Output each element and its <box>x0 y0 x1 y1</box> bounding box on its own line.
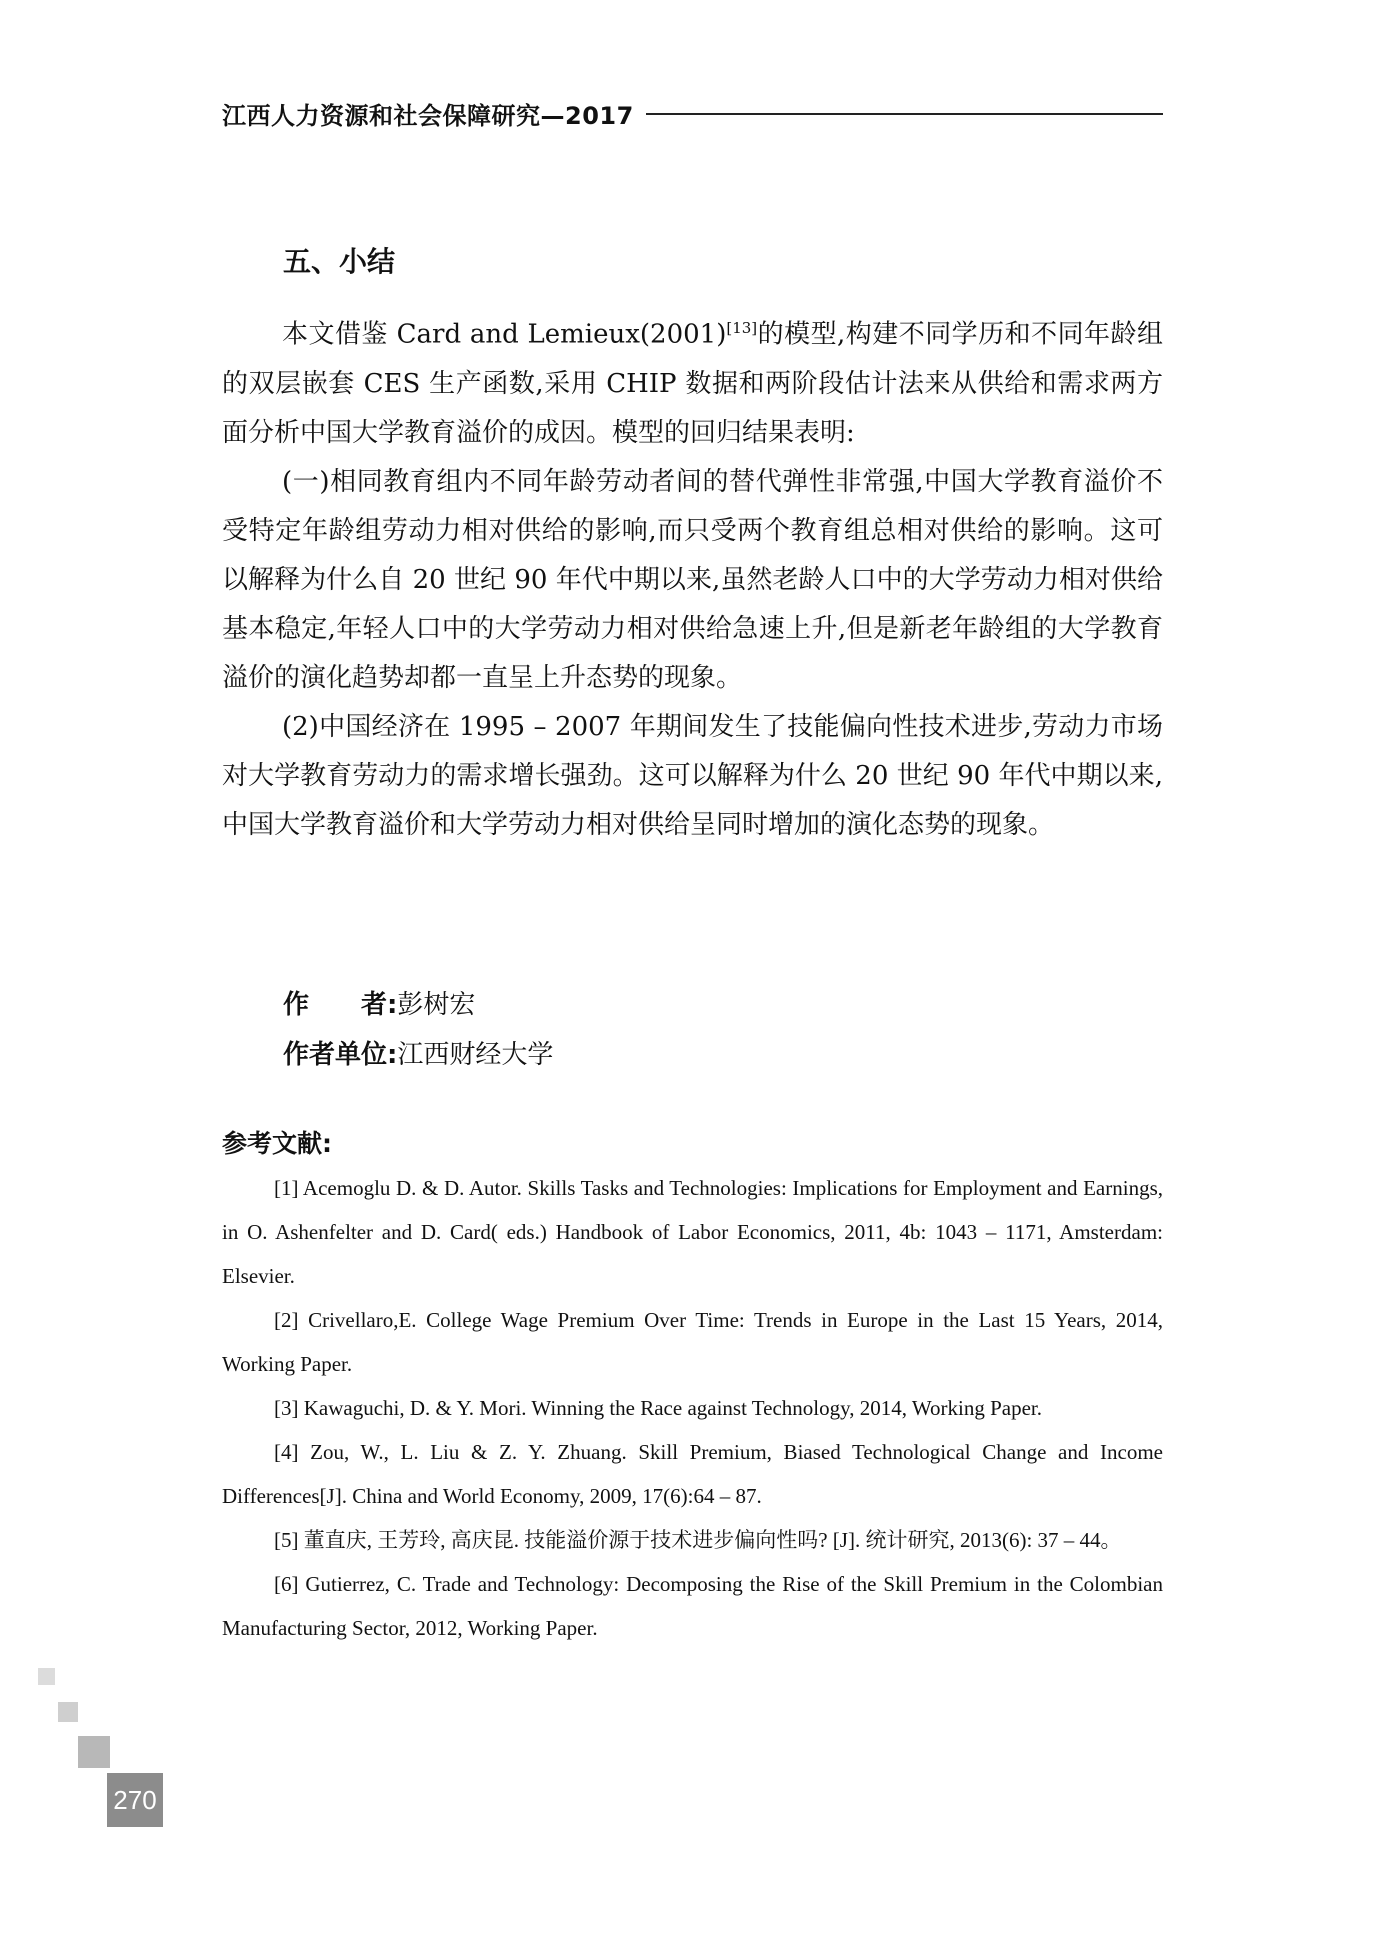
paragraph-2: (一)相同教育组内不同年龄劳动者间的替代弹性非常强,中国大学教育溢价不受特定年龄组劳动力相对供给的影响,而只受两个教育组总相对供给的影响。这可以解释为什么自 20 世纪 90 年代中期以来,虽然老龄人口中的大学劳动力相对供给基本稳定,年轻人口中的大学劳动力相对供给急速上升,但是新老年龄组的大学教育溢价的演化趋势却都一直呈上升态势的现象。 <box>222 466 1163 693</box>
citation-13: [13] <box>726 319 758 337</box>
reference-item: [2] Crivellaro,E. College Wage Premium Over Time: Trends in Europe in the Last 15 Years, 2014, Working Paper. <box>222 1308 1163 1376</box>
affiliation-label: 作者单位: <box>283 1040 398 1070</box>
header-rule <box>646 113 1163 115</box>
journal-title: 江西人力资源和社会保障研究—2017 <box>222 102 634 130</box>
affiliation-name: 江西财经大学 <box>397 1040 554 1070</box>
page-number: 270 <box>107 1773 163 1827</box>
affiliation-line <box>283 1034 553 1071</box>
paragraph-1-text-a: 本文借鉴 Card and Lemieux(2001) <box>282 319 727 350</box>
section-title: 五、小结 <box>283 245 396 278</box>
reference-item: [1] Acemoglu D. & D. Autor. Skills Tasks and Technologies: Implications for Employment and Earnings, in O. Ashenfelter and D. Card( eds.) Handbook of Labor Economics, 2011, 4b: 1043 – 1171, Amsterdam: Elsevier. <box>222 1176 1163 1288</box>
author-line <box>283 984 475 1021</box>
reference-item: [4] Zou, W., L. Liu & Z. Y. Zhuang. Skill Premium, Biased Technological Change and Income Differences[J]. China and World Economy, 2009, 17(6):64 – 87. <box>222 1440 1163 1508</box>
paragraph-1-text-b: 的模型,构建不同学历和不同年龄组的双层嵌套 CES 生产函数,采用 CHIP 数据和两阶段估计法来从供给和需求两方面分析中国大学教育溢价的成因。模型的回归结果表明: <box>222 319 1163 448</box>
paragraph-1 <box>222 304 1163 458</box>
decorative-square <box>58 1702 78 1722</box>
decorative-square <box>38 1668 55 1685</box>
reference-item: [5] 董直庆, 王芳玲, 高庆昆. 技能溢价源于技术进步偏向性吗? [J]. 统计研究, 2013(6): 37 – 44。 <box>274 1528 1122 1552</box>
running-header <box>222 96 1163 131</box>
references-list <box>222 1166 1163 1650</box>
reference-item: [6] Gutierrez, C. Trade and Technology: Decomposing the Rise of the Skill Premium in the Colombian Manufacturing Sector, 2012, Working Paper. <box>222 1572 1163 1640</box>
author-label: 作 者: <box>283 990 398 1020</box>
reference-item: [3] Kawaguchi, D. & Y. Mori. Winning the Race against Technology, 2014, Working Paper. <box>274 1396 1043 1420</box>
references-title: 参考文献: <box>222 1129 332 1158</box>
paragraph-3: (2)中国经济在 1995 – 2007 年期间发生了技能偏向性技术进步,劳动力市场对大学教育劳动力的需求增长强劲。这可以解释为什么 20 世纪 90 年代中期以来,中国大学教育溢价和大学劳动力相对供给呈同时增加的演化态势的现象。 <box>222 711 1163 840</box>
decorative-square <box>78 1736 110 1768</box>
body-text <box>222 304 1163 850</box>
author-name: 彭树宏 <box>397 990 476 1020</box>
